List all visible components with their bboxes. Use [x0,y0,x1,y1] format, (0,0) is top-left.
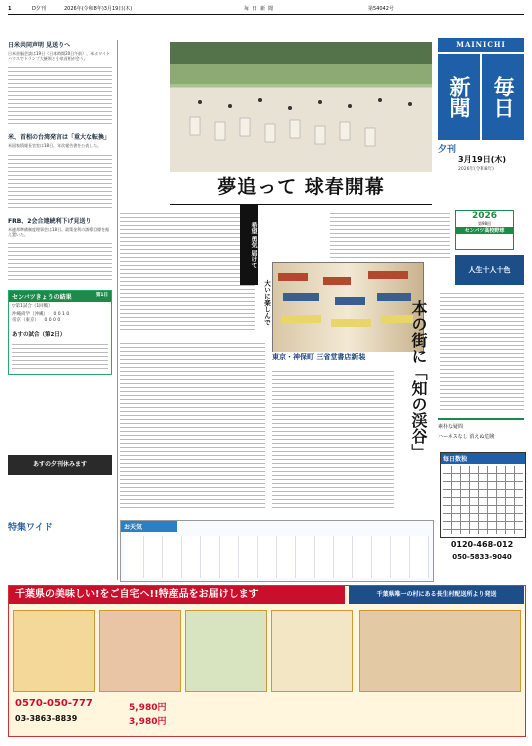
masthead-date: 3月19日(木) [458,155,507,164]
index-box [438,418,524,450]
header-date: 2026年(令和8年)3月19日(木) [64,6,133,12]
index-item-1: 素朴な疑問 [438,424,464,430]
lead-subhead-1: 希望 勇気 届けて [240,205,258,285]
lead-headline-area [170,172,432,202]
news-body: 米国家情報長官室は18日、年次報告書を公表した。 [8,143,102,149]
ad-product-fish [13,610,95,692]
news-title: 日米共同声明 見送りへ [8,42,71,49]
masthead-year: 2026年(令和8年) [458,167,494,172]
scores-day: 第1日 [95,293,108,299]
ad-product-pickles [359,610,521,692]
scores-title [9,291,111,302]
right-column-text [440,290,524,410]
tomorrow-games-title: あすの試合（第2日） [12,332,66,339]
text-lines [8,64,112,124]
news-body: 米連邦準備制度理事会は18日、政策金利の誘導目標を据え置いた。 [8,226,110,237]
team-score: 0 0 0 0 [44,318,61,324]
text-lines [8,152,112,208]
phone-number[interactable]: 0120-468-012 [450,540,514,549]
lead-article-text [120,210,255,330]
team-name: 沖縄尚学（沖縄） [12,312,48,318]
column-rule [117,40,118,580]
masthead-logo-right: 毎日 [482,54,524,140]
bookstore-headline: 本の街に「知の渓谷」 [409,300,428,460]
lead-subhead-2: 大いに楽しんで [263,280,271,326]
page-number: 1 [8,6,12,12]
game-label: ▽第1試合（1回戦） [12,304,53,310]
scores-title-text: センバツきょうの結果 [12,294,72,302]
column-title-box: 人生十人十色 [455,255,524,285]
ad-right-title: 千葉県唯一の村にある長生村配送所より発送 [349,586,524,604]
badge-caption: 第98回 [477,221,492,226]
edition-label: D夕刊 [32,6,46,12]
sudoku-box [440,452,526,538]
bookstore-subhead: 東京・神保町 三省堂書店新装 [272,352,422,364]
stadium-crowd-illustration [170,42,432,172]
sudoku-title: 毎日数独 [441,453,525,464]
left-news-column [8,40,112,560]
issue-number: 第54042号 [368,6,394,12]
phone-number-2[interactable]: 050-5833-9040 [452,553,512,561]
index-item-2: ハーネスなし 消えぬ危険 [438,434,495,440]
brand-bar: MAINICHI [438,38,524,52]
news-title: 米、首相の台湾発言は「重大な転換」 [8,134,111,142]
badge-text: センバツ高校野球 [456,227,513,234]
ad-product-vegetables [185,610,267,692]
news-item-1 [8,40,112,124]
weather-title: お天気 [121,521,177,532]
senbatsu-badge [455,210,514,250]
ad-price-1: 5,980円 [129,703,167,713]
news-item-3 [8,216,112,280]
edition-evening: 夕刊 [438,145,457,155]
masthead-logo-left: 新聞 [438,54,480,140]
ad-headline: 千葉県の美味しい!をご自宅へ!!特産品をお届けします [9,586,345,604]
advertisement-banner [8,585,526,737]
weather-box [120,520,434,582]
news-item-2 [8,132,112,207]
ad-phone-2[interactable]: 03-3863-8839 [15,714,78,723]
score-row-2 [9,318,111,327]
badge-year: 2026 [471,211,498,221]
news-body: 日米首脳会談は19日（日本時間20日午前）、米ホワイトハウスでトランプ大統領と小泉首相が会う。 [8,51,111,62]
ad-phone[interactable]: 0570-050-777 [15,698,93,709]
scores-box [8,290,112,375]
ad-price-2: 3,980円 [129,717,167,727]
paper-name: 毎日新聞 [244,6,277,12]
team-score: 0 0 1 0 [53,312,70,318]
weather-grid [125,536,429,578]
special-wide-title: 特集ワイド [8,523,53,533]
sudoku-grid[interactable] [443,466,523,534]
lead-article-continued [120,340,265,510]
headline-rule [170,204,432,205]
phone-box [440,540,524,576]
ad-product-snack [271,610,353,692]
news-title: FRB、2会合連続利下げ見送り [8,217,92,225]
lead-article-text-right [330,210,450,260]
lead-headline: 夢追って 球春開幕 [217,176,385,198]
bookstore-article-text [272,368,394,508]
masthead [438,38,524,178]
ad-product-seafood [99,610,181,692]
text-lines [8,240,112,280]
page-header-bar [8,5,524,15]
team-name: 帝京（東京） [12,318,39,324]
no-evening-edition-notice: あすの夕刊休みます [8,455,112,475]
opening-ceremony-photo [170,42,432,172]
tomorrow-games-lines [12,341,108,371]
